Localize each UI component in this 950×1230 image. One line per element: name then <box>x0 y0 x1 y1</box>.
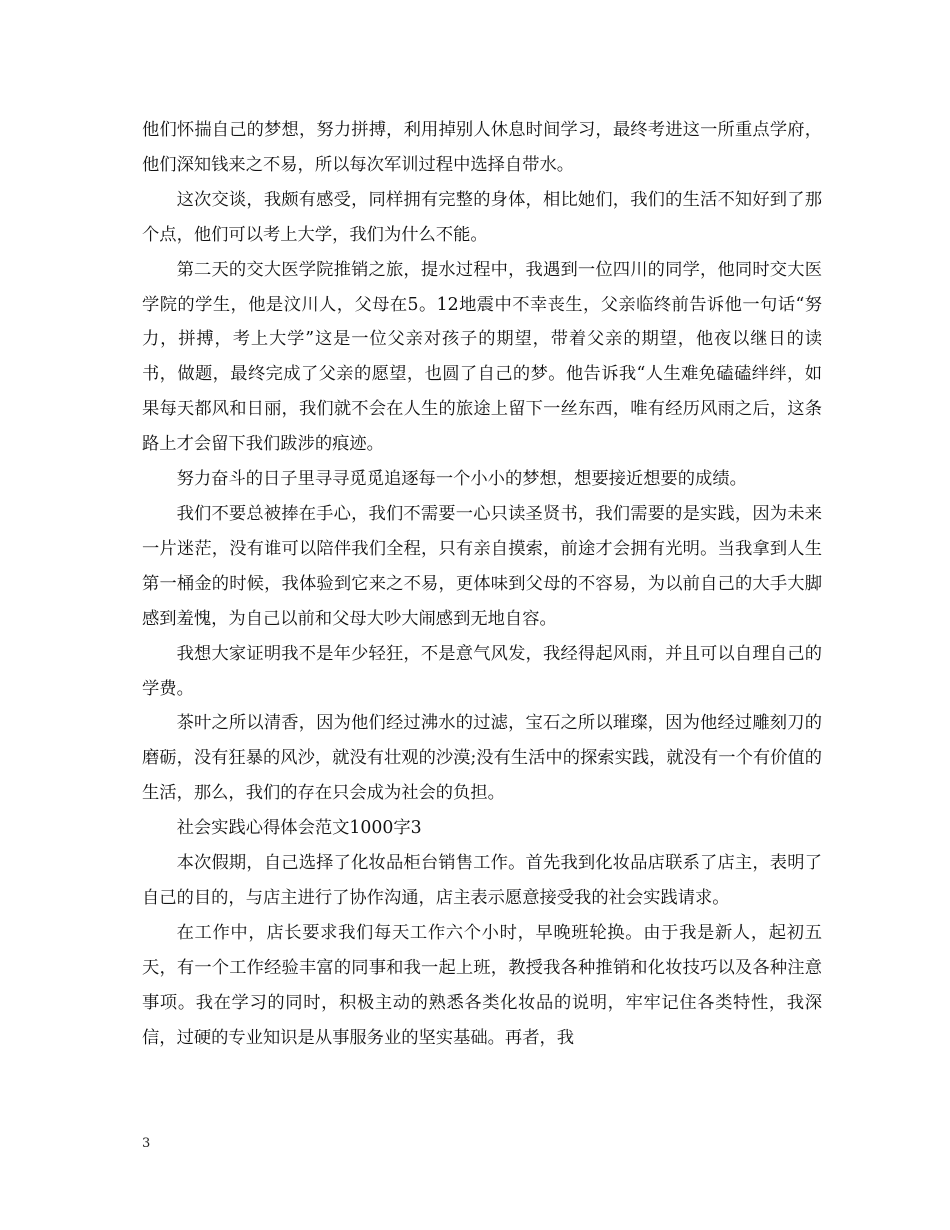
page-number: 3 <box>142 1136 151 1151</box>
paragraph: 这次交谈，我颇有感受，同样拥有完整的身体，相比她们，我们的生活不知好到了那个点，他们可以考上大学，我们为什么不能。 <box>142 189 822 245</box>
paragraph: 第二天的交大医学院推销之旅，提水过程中，我遇到一位四川的同学，他同时交大医学院的学生，他是汶川人，父母在5。12地震中不幸丧生，父亲临终前告诉他一句话“努力，拼搏，考上大学”这是一位父亲对孩子的期望，带着父亲的期望，他夜以继日的读书，做题，最终完成了父亲的愿望，也圆了自己的梦。他告诉我“人生难免磕磕绊绊，如果每天都风和日丽，我们就不会在人生的旅途上留下一丝东西，唯有经历风雨之后，这条路上才会留下我们跋涉的痕迹。 <box>142 259 822 455</box>
paragraph: 社会实践心得体会范文1000字3 <box>176 818 422 839</box>
paragraph: 茶叶之所以清香，因为他们经过沸水的过滤，宝石之所以璀璨，因为他经过雕刻刀的磨砺，没有狂暴的风沙，就没有壮观的沙漠;没有生活中的探索实践，就没有一个有价值的生活，那么，我们的存在只会成为社会的负担。 <box>142 713 822 804</box>
paragraph: 努力奋斗的日子里寻寻觅觅追逐每一个小小的梦想，想要接近想要的成绩。 <box>176 469 747 490</box>
paragraph: 本次假期，自己选择了化妆品柜台销售工作。首先我到化妆品店联系了店主，表明了自己的目的，与店主进行了协作沟通，店主表示愿意接受我的社会实践请求。 <box>142 853 822 908</box>
paragraph: 我想大家证明我不是年少轻狂，不是意气风发，我经得起风雨，并且可以自理自己的学费。 <box>142 643 822 699</box>
paragraph: 我们不要总被捧在手心，我们不需要一心只读圣贤书，我们需要的是实践，因为未来一片迷茫，没有谁可以陪伴我们全程，只有亲自摸索，前途才会拥有光明。当我拿到人生第一桶金的时候，我体验到它来之不易，更体味到父母的不容易，为以前自己的大手大脚感到羞愧，为自己以前和父母大吵大闹感到无地自容。 <box>142 503 822 629</box>
paragraph: 他们怀揣自己的梦想，努力拼搏，利用掉别人休息时间学习，最终考进这一所重点学府，他们深知钱来之不易，所以每次军训过程中选择自带水。 <box>142 120 822 175</box>
paragraph: 在工作中，店长要求我们每天工作六个小时，早晚班轮换。由于我是新人，起初五天，有一个工作经验丰富的同事和我一起上班，教授我各种推销和化妆技巧以及各种注意事项。我在学习的同时，积极主动的熟悉各类化妆品的说明，牢牢记住各类特性，我深信，过硬的专业知识是从事服务业的坚实基础。再者，我 <box>142 922 822 1048</box>
document-body <box>142 113 822 1055</box>
